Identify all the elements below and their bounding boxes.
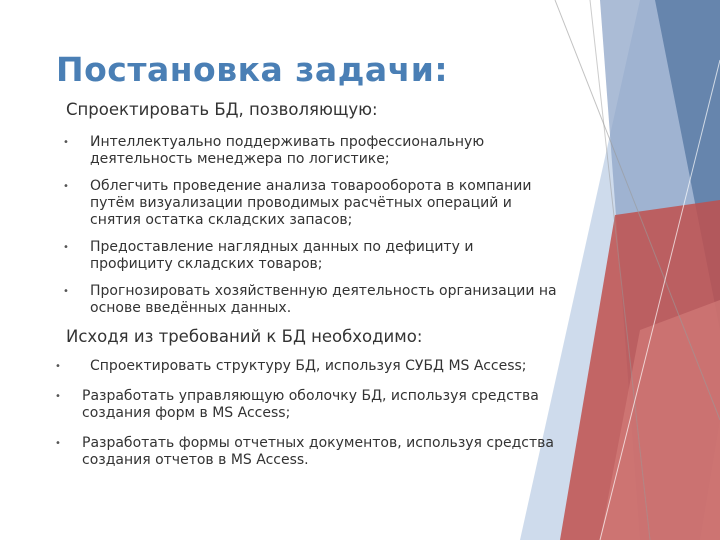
bullet-icon: • xyxy=(63,137,69,148)
goals-list xyxy=(63,134,610,327)
bullet-icon: • xyxy=(55,361,61,372)
goal-line: путём визуализации проводимых расчётных операций и xyxy=(90,195,512,211)
bullet-icon: • xyxy=(63,242,69,253)
bullet-icon: • xyxy=(55,438,61,449)
requirement-line: Разработать формы отчетных документов, используя средства xyxy=(82,435,554,451)
goal-line: профициту складских товаров; xyxy=(90,256,323,272)
requirement-line: Разработать управляющую оболочку БД, используя средства xyxy=(82,388,539,404)
requirement-line: Спроектировать структуру БД, используя СУБД MS Access; xyxy=(90,358,527,374)
bullet-icon: • xyxy=(63,286,69,297)
bullet-icon: • xyxy=(55,391,61,402)
goal-line: снятия остатка складских запасов; xyxy=(90,212,353,228)
goal-line: Интеллектуально поддерживать профессиональную xyxy=(90,134,485,150)
goal-line: основе введённых данных. xyxy=(90,300,292,316)
goal-line: Прогнозировать хозяйственную деятельность организации на xyxy=(90,283,557,299)
requirement-line: создания форм в MS Access; xyxy=(82,405,291,421)
goal-line: Облегчить проведение анализа товарооборота в компании xyxy=(90,178,532,194)
goal-item xyxy=(63,178,610,229)
bullet-icon: • xyxy=(63,181,69,192)
requirement-item xyxy=(55,358,602,375)
requirement-item xyxy=(55,435,602,469)
requirements-heading: Исходя из требований к БД необходимо: xyxy=(66,327,423,346)
goal-item xyxy=(63,283,610,317)
requirements-list xyxy=(55,358,602,482)
requirement-item xyxy=(55,388,602,422)
intro-heading: Спроектировать БД, позволяющую: xyxy=(66,100,378,119)
goal-line: деятельность менеджера по логистике; xyxy=(90,151,390,167)
requirement-line: создания отчетов в MS Access. xyxy=(82,452,309,468)
goal-item xyxy=(63,239,610,273)
goal-item xyxy=(63,134,610,168)
goal-line: Предоставление наглядных данных по дефициту и xyxy=(90,239,474,255)
slide-title: Постановка задачи: xyxy=(56,50,449,89)
